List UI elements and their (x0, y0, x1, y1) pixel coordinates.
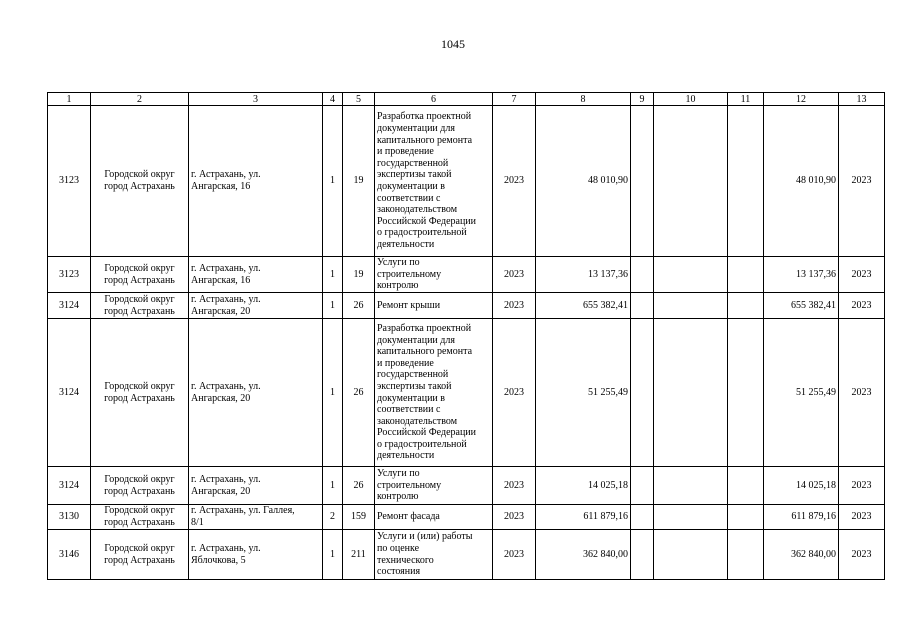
header-cell: 9 (631, 93, 654, 106)
address-cell: г. Астрахань, ул. Ангарская, 20 (189, 467, 323, 505)
header-cell: 10 (654, 93, 728, 106)
address-cell: г. Астрахань, ул. Ангарская, 20 (189, 319, 323, 467)
col5-cell: 159 (343, 505, 375, 530)
header-cell: 8 (536, 93, 631, 106)
col9-cell (631, 530, 654, 580)
table-row (48, 319, 885, 467)
municipality-cell: Городской округ город Астрахань (91, 257, 189, 293)
col5-cell: 26 (343, 467, 375, 505)
header-cell: 6 (375, 93, 493, 106)
completion-year-cell: 2023 (839, 530, 885, 580)
year-cell: 2023 (493, 530, 536, 580)
col9-cell (631, 106, 654, 257)
header-cell: 13 (839, 93, 885, 106)
col11-cell (728, 319, 764, 467)
col9-cell (631, 319, 654, 467)
completion-year-cell: 2023 (839, 467, 885, 505)
col10-cell (654, 293, 728, 319)
header-cell: 4 (323, 93, 343, 106)
address-cell: г. Астрахань, ул. Галлея, 8/1 (189, 505, 323, 530)
work-type-cell: Разработка проектной документации для капитального ремонта и проведение государственной экспертизы такой документации в соответствии с законодательством Российской Федерации о градостроительной деятельности (375, 106, 493, 257)
col9-cell (631, 293, 654, 319)
table-row (48, 106, 885, 257)
row-number-cell: 3124 (48, 319, 91, 467)
amount-cell: 655 382,41 (536, 293, 631, 319)
header-cell: 1 (48, 93, 91, 106)
completion-year-cell: 2023 (839, 293, 885, 319)
municipality-cell: Городской округ город Астрахань (91, 106, 189, 257)
col4-cell: 2 (323, 505, 343, 530)
amount-cell: 51 255,49 (536, 319, 631, 467)
table-row (48, 293, 885, 319)
header-row (48, 93, 885, 106)
year-cell: 2023 (493, 319, 536, 467)
work-type-cell: Ремонт фасада (375, 505, 493, 530)
col10-cell (654, 319, 728, 467)
header-cell: 7 (493, 93, 536, 106)
amount-total-cell: 51 255,49 (764, 319, 839, 467)
col4-cell: 1 (323, 530, 343, 580)
col9-cell (631, 505, 654, 530)
col5-cell: 26 (343, 319, 375, 467)
address-cell: г. Астрахань, ул. Ангарская, 20 (189, 293, 323, 319)
col5-cell: 211 (343, 530, 375, 580)
col4-cell: 1 (323, 257, 343, 293)
completion-year-cell: 2023 (839, 505, 885, 530)
row-number-cell: 3146 (48, 530, 91, 580)
col5-cell: 19 (343, 106, 375, 257)
col11-cell (728, 257, 764, 293)
row-number-cell: 3123 (48, 106, 91, 257)
col11-cell (728, 293, 764, 319)
row-number-cell: 3124 (48, 293, 91, 319)
year-cell: 2023 (493, 106, 536, 257)
col10-cell (654, 467, 728, 505)
col4-cell: 1 (323, 467, 343, 505)
col4-cell: 1 (323, 106, 343, 257)
col5-cell: 26 (343, 293, 375, 319)
address-cell: г. Астрахань, ул. Ангарская, 16 (189, 106, 323, 257)
amount-cell: 362 840,00 (536, 530, 631, 580)
completion-year-cell: 2023 (839, 106, 885, 257)
col10-cell (654, 505, 728, 530)
year-cell: 2023 (493, 257, 536, 293)
table-row (48, 467, 885, 505)
municipality-cell: Городской округ город Астрахань (91, 319, 189, 467)
municipality-cell: Городской округ город Астрахань (91, 505, 189, 530)
col11-cell (728, 467, 764, 505)
year-cell: 2023 (493, 505, 536, 530)
amount-cell: 14 025,18 (536, 467, 631, 505)
col4-cell: 1 (323, 319, 343, 467)
year-cell: 2023 (493, 467, 536, 505)
header-cell: 2 (91, 93, 189, 106)
table-header (48, 93, 885, 106)
col10-cell (654, 257, 728, 293)
address-cell: г. Астрахань, ул. Яблочкова, 5 (189, 530, 323, 580)
work-type-cell: Услуги по строительному контролю (375, 467, 493, 505)
work-type-cell: Ремонт крыши (375, 293, 493, 319)
table-row (48, 257, 885, 293)
amount-total-cell: 48 010,90 (764, 106, 839, 257)
table-row (48, 505, 885, 530)
amount-total-cell: 13 137,36 (764, 257, 839, 293)
col4-cell: 1 (323, 293, 343, 319)
amount-cell: 13 137,36 (536, 257, 631, 293)
amount-total-cell: 362 840,00 (764, 530, 839, 580)
col5-cell: 19 (343, 257, 375, 293)
completion-year-cell: 2023 (839, 319, 885, 467)
amount-total-cell: 655 382,41 (764, 293, 839, 319)
row-number-cell: 3124 (48, 467, 91, 505)
municipality-cell: Городской округ город Астрахань (91, 467, 189, 505)
table-body (48, 106, 885, 580)
col10-cell (654, 530, 728, 580)
amount-cell: 611 879,16 (536, 505, 631, 530)
work-type-cell: Услуги по строительному контролю (375, 257, 493, 293)
amount-cell: 48 010,90 (536, 106, 631, 257)
amount-total-cell: 611 879,16 (764, 505, 839, 530)
col11-cell (728, 530, 764, 580)
header-cell: 5 (343, 93, 375, 106)
header-cell: 3 (189, 93, 323, 106)
completion-year-cell: 2023 (839, 257, 885, 293)
header-cell: 11 (728, 93, 764, 106)
address-cell: г. Астрахань, ул. Ангарская, 16 (189, 257, 323, 293)
row-number-cell: 3123 (48, 257, 91, 293)
col9-cell (631, 467, 654, 505)
col10-cell (654, 106, 728, 257)
row-number-cell: 3130 (48, 505, 91, 530)
col11-cell (728, 505, 764, 530)
page-number: 1045 (441, 37, 465, 51)
work-type-cell: Разработка проектной документации для капитального ремонта и проведение государственной экспертизы такой документации в соответствии с законодательством Российской Федерации о градостроительной деятельности (375, 319, 493, 467)
header-cell: 12 (764, 93, 839, 106)
col9-cell (631, 257, 654, 293)
col11-cell (728, 106, 764, 257)
year-cell: 2023 (493, 293, 536, 319)
amount-total-cell: 14 025,18 (764, 467, 839, 505)
work-type-cell: Услуги и (или) работы по оценке технического состояния (375, 530, 493, 580)
table-row (48, 530, 885, 580)
municipality-cell: Городской округ город Астрахань (91, 293, 189, 319)
municipality-cell: Городской округ город Астрахань (91, 530, 189, 580)
register-table (47, 92, 885, 580)
